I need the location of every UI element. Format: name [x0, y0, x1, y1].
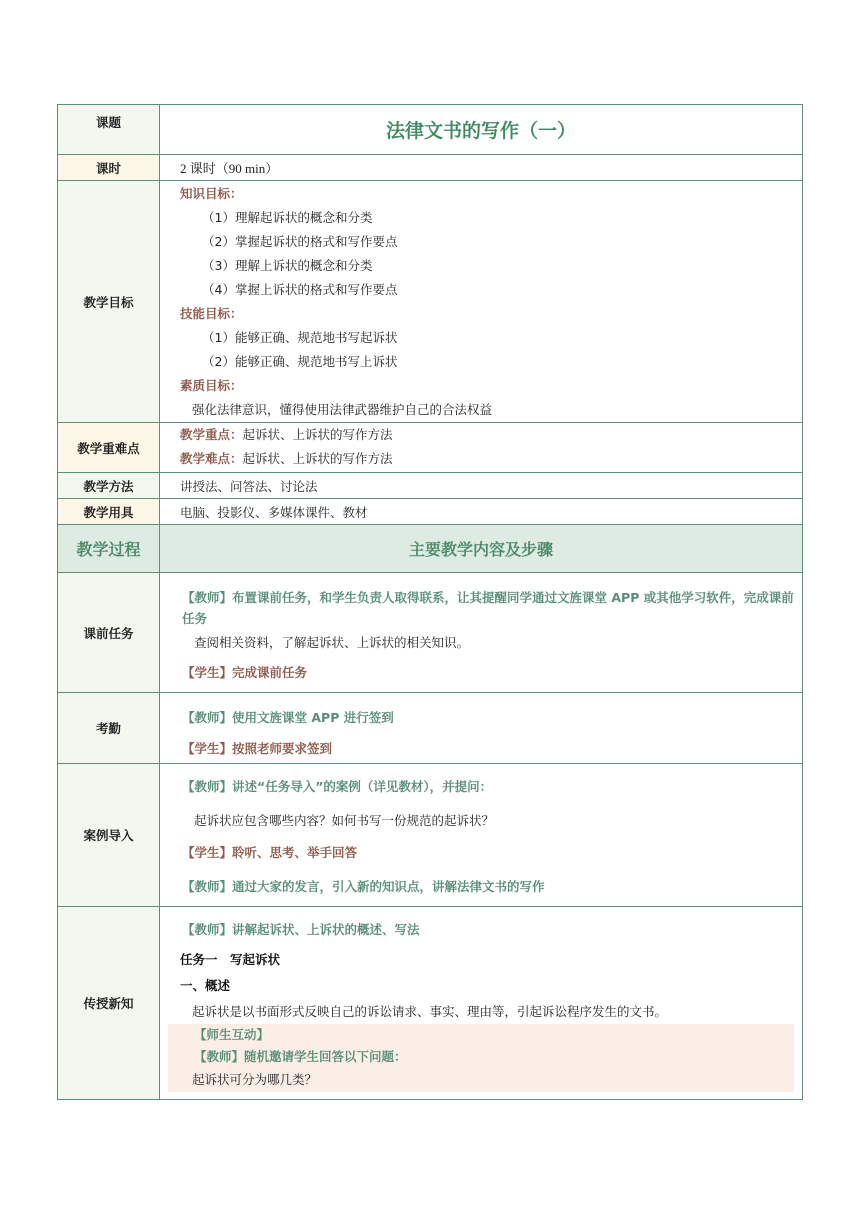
attendance-teacher: 【教师】使用文旌课堂 APP 进行签到	[182, 710, 394, 725]
case-intro-teacher2: 【教师】通过大家的发言，引入新的知识点，讲解法律文书的写作	[182, 879, 545, 894]
knowledge-item: （2）掌握起诉状的格式和写作要点	[202, 234, 398, 249]
pre-class-label: 课前任务	[58, 573, 160, 693]
topic-cell	[160, 105, 803, 155]
lesson-plan-table	[57, 104, 803, 1100]
hours-label: 课时	[58, 155, 160, 181]
key-points-row	[58, 423, 803, 473]
tools-cell	[160, 499, 803, 525]
tools-value: 电脑、投影仪、多媒体课件、教材	[180, 504, 368, 520]
hours-cell	[160, 155, 803, 181]
interaction-question: 起诉状可分为哪几类？	[192, 1072, 318, 1087]
methods-cell	[160, 473, 803, 499]
goals-label: 教学目标	[58, 181, 160, 423]
key-point-label: 教学重点：	[180, 427, 243, 442]
pre-class-row	[58, 573, 803, 693]
knowledge-item: （4）掌握上诉状的格式和写作要点	[202, 282, 398, 297]
quality-text: 强化法律意识，懂得使用法律武器维护自己的合法权益	[192, 402, 493, 417]
new-knowledge-cell	[160, 907, 803, 1100]
case-intro-row	[58, 764, 803, 907]
pre-class-student: 【学生】完成课前任务	[182, 665, 308, 680]
difficult-point-line	[180, 447, 794, 471]
definition-text: 起诉状是以书面形式反映自己的诉讼请求、事实、理由等，引起诉讼程序发生的文书。	[192, 1004, 668, 1019]
case-intro-cell	[160, 764, 803, 907]
attendance-row	[58, 693, 803, 764]
pre-class-text: 查阅相关资料，了解起诉状、上诉状的相关知识。	[194, 635, 470, 650]
interaction-heading: 【师生互动】	[194, 1027, 270, 1042]
attendance-student: 【学生】按照老师要求签到	[182, 741, 333, 756]
new-knowledge-label: 传授新知	[58, 907, 160, 1100]
methods-label: 教学方法	[58, 473, 160, 499]
process-header-content: 主要教学内容及步骤	[160, 525, 803, 573]
case-intro-teacher: 【教师】讲述“任务导入”的案例（详见教材），并提问：	[182, 779, 493, 794]
skill-item: （1）能够正确、规范地书写起诉状	[202, 330, 398, 345]
interaction-box	[168, 1024, 794, 1092]
interaction-teacher: 【教师】随机邀请学生回答以下问题：	[194, 1049, 407, 1064]
difficult-point-label: 教学难点：	[180, 451, 243, 466]
process-header-row	[58, 525, 803, 573]
goals-cell	[160, 181, 803, 423]
hours-value: 2 课时（90 min）	[180, 161, 279, 176]
new-knowledge-row	[58, 907, 803, 1100]
pre-class-cell	[160, 573, 803, 693]
case-intro-label: 案例导入	[58, 764, 160, 907]
process-header-label: 教学过程	[58, 525, 160, 573]
skill-item: （2）能够正确、规范地书写上诉状	[202, 354, 398, 369]
lesson-plan-page	[57, 104, 803, 1100]
quality-heading: 素质目标：	[180, 378, 243, 393]
key-point-line	[180, 423, 794, 447]
case-intro-question: 起诉状应包含哪些内容？如何书写一份规范的起诉状？	[194, 813, 495, 828]
goals-row	[58, 181, 803, 423]
pre-class-teacher: 【教师】布置课前任务，和学生负责人取得联系，让其提醒同学通过文旌课堂 APP 或其他学习软件，完成课前任务	[182, 590, 794, 626]
hours-row	[58, 155, 803, 181]
methods-value: 讲授法、问答法、讨论法	[180, 478, 318, 494]
topic-label: 课题	[58, 105, 160, 155]
task-heading: 任务一 写起诉状	[180, 952, 281, 967]
attendance-cell	[160, 693, 803, 764]
topic-row	[58, 105, 803, 155]
skill-heading: 技能目标：	[180, 306, 243, 321]
knowledge-item: （1）理解起诉状的概念和分类	[202, 210, 373, 225]
key-points-cell	[160, 423, 803, 473]
case-intro-student: 【学生】聆听、思考、举手回答	[182, 845, 358, 860]
tools-label: 教学用具	[58, 499, 160, 525]
new-knowledge-teacher: 【教师】讲解起诉状、上诉状的概述、写法	[182, 922, 420, 937]
page-title: 法律文书的写作（一）	[385, 120, 576, 142]
key-points-label: 教学重难点	[58, 423, 160, 473]
knowledge-heading: 知识目标：	[180, 186, 243, 201]
attendance-label: 考勤	[58, 693, 160, 764]
difficult-point-text: 起诉状、上诉状的写作方法	[242, 451, 393, 466]
knowledge-item: （3）理解上诉状的概念和分类	[202, 258, 373, 273]
tools-row	[58, 499, 803, 525]
section-heading: 一、概述	[180, 978, 231, 993]
methods-row	[58, 473, 803, 499]
key-point-text: 起诉状、上诉状的写作方法	[242, 427, 393, 442]
